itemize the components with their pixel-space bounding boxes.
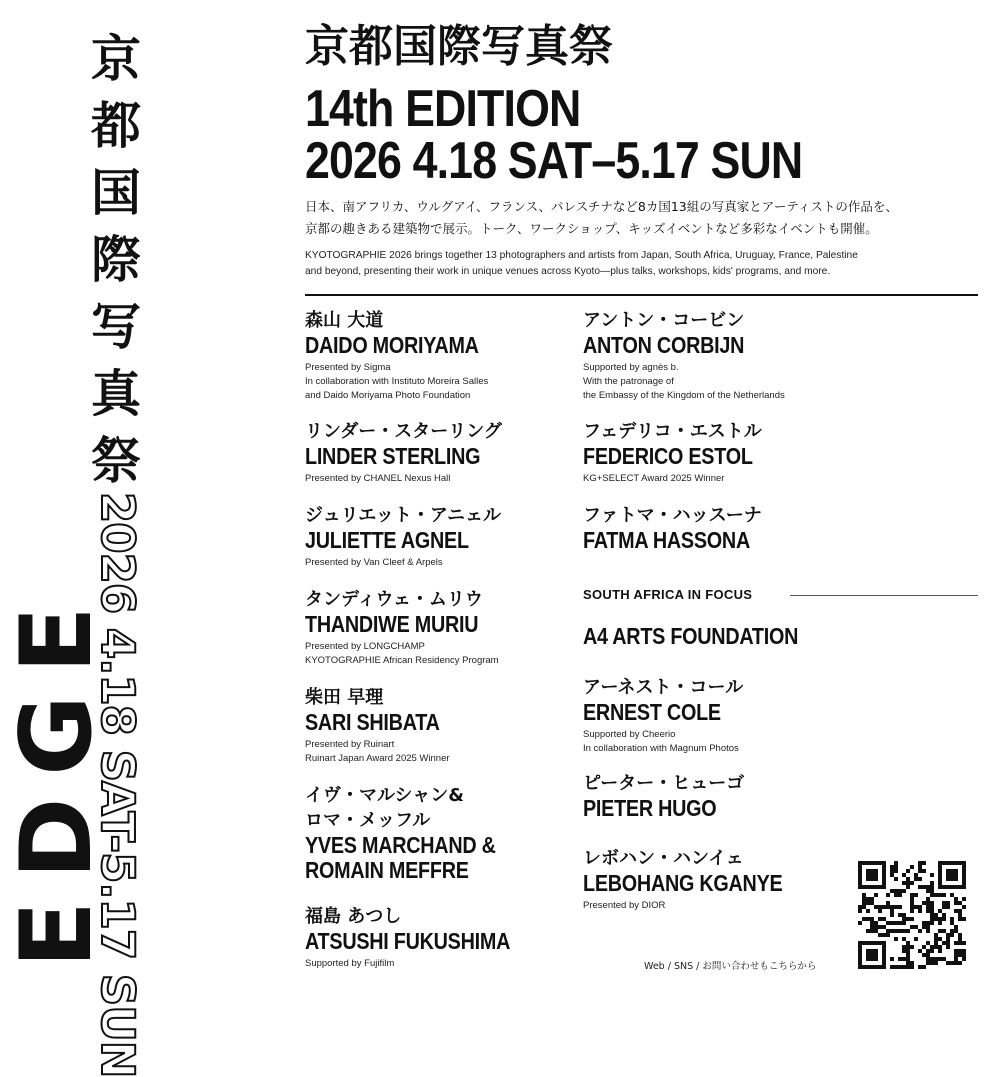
description-jp: 日本、南アフリカ、ウルグアイ、フランス、パレスチナなど8カ国13組の写真家とアーティストの作品を、 京都の趣きある建築物で展示。トーク、ワークショップ、キッズイベントなど多彩なイベントも開催。 (305, 199, 898, 236)
qr-module (942, 957, 946, 961)
qr-module (874, 893, 878, 897)
artist-name-en: ATSUSHI FUKUSHIMA (305, 928, 511, 954)
qr-module (934, 941, 938, 945)
qr-module (946, 937, 950, 941)
qr-module (898, 929, 902, 933)
qr-module (862, 897, 866, 901)
qr-module (890, 929, 894, 933)
qr-module (870, 901, 874, 905)
qr-module (862, 905, 866, 909)
qr-module (958, 901, 962, 905)
qr-module (938, 957, 942, 961)
qr-module (906, 885, 910, 889)
artist-name-en: SARI SHIBATA (305, 709, 440, 735)
qr-module (910, 905, 914, 909)
qr-module (894, 937, 898, 941)
qr-module (894, 965, 898, 969)
qr-module (862, 917, 866, 921)
qr-module (954, 925, 958, 929)
qr-module (930, 921, 934, 925)
qr-module (870, 921, 874, 925)
qr-module (882, 917, 886, 921)
qr-module (938, 945, 942, 949)
qr-module (922, 901, 926, 905)
qr-module (914, 905, 918, 909)
qr-module (890, 905, 894, 909)
qr-module (930, 893, 934, 897)
qr-module (930, 881, 934, 885)
qr-module (950, 917, 954, 921)
qr-module (946, 905, 950, 909)
qr-module (866, 929, 870, 933)
artist-entry (583, 503, 883, 556)
edge-word: EDGE (0, 584, 114, 968)
qr-module (890, 873, 894, 877)
qr-module (946, 901, 950, 905)
artist-credit: Supported by Fujifilm (305, 958, 395, 969)
qr-module (926, 925, 930, 929)
artist-name-jp: レボハン・ハンイェ (583, 848, 744, 869)
artist-credit: KG+SELECT Award 2025 Winner (583, 473, 725, 484)
qr-module (946, 961, 950, 965)
qr-module (926, 953, 930, 957)
qr-module (918, 905, 922, 909)
artist-name-en: LEBOHANG KGANYE (583, 870, 783, 896)
qr-module (962, 953, 966, 957)
qr-module (946, 941, 950, 945)
qr-module (918, 885, 922, 889)
qr-module (906, 869, 910, 873)
qr-module (894, 929, 898, 933)
qr-module (926, 905, 930, 909)
qr-module (890, 909, 894, 913)
qr-module (962, 957, 966, 961)
qr-module (886, 893, 890, 897)
artist-entry (583, 308, 883, 403)
qr-module (910, 925, 914, 929)
qr-module (910, 961, 914, 965)
qr-module (934, 957, 938, 961)
qr-module (958, 953, 962, 957)
artist-credit: Supported by Cheerio In collaboration with Magnum Photos (583, 729, 739, 754)
qr-module (914, 873, 918, 877)
qr-module (882, 925, 886, 929)
qr-module (934, 913, 938, 917)
qr-module (918, 869, 922, 873)
qr-module (942, 929, 946, 933)
qr-module (950, 961, 954, 965)
qr-module (922, 869, 926, 873)
qr-module (902, 937, 906, 941)
qr-module (870, 897, 874, 901)
qr-module (858, 909, 862, 913)
qr-module (954, 949, 958, 953)
section-rule (790, 595, 978, 596)
qr-module (898, 893, 902, 897)
qr-module (878, 933, 882, 937)
qr-module (942, 917, 946, 921)
artist-credit: Supported by agnès b. With the patronage of the Embassy of the Kingdom of the Netherlands (583, 362, 785, 401)
qr-module (862, 901, 866, 905)
qr-module (878, 905, 882, 909)
qr-module (910, 965, 914, 969)
qr-module (938, 917, 942, 921)
qr-module (926, 941, 930, 945)
artist-entry (305, 587, 605, 668)
qr-module (910, 893, 914, 897)
qr-module (930, 957, 934, 961)
qr-module (890, 869, 894, 873)
qr-module (958, 949, 962, 953)
qr-module (930, 889, 934, 893)
qr-finder-core (866, 949, 878, 961)
artist-credit: Presented by DIOR (583, 900, 666, 911)
qr-module (886, 921, 890, 925)
qr-module (898, 889, 902, 893)
qr-module (926, 897, 930, 901)
qr-module (886, 929, 890, 933)
qr-module (922, 965, 926, 969)
qr-module (938, 929, 942, 933)
artist-entry (583, 846, 883, 913)
qr-module (890, 889, 894, 893)
qr-module (890, 965, 894, 969)
qr-module (898, 913, 902, 917)
description-en: KYOTOGRAPHIE 2026 brings together 13 photographers and artists from Japan, South Africa, Uruguay, France, Palestine and beyond, presenting their work in unique venues across Kyoto—plus talks, workshops, kids' programs, and more. (305, 250, 858, 277)
qr-module (930, 945, 934, 949)
qr-module (930, 961, 934, 965)
qr-module (958, 961, 962, 965)
qr-module (946, 933, 950, 937)
qr-module (910, 897, 914, 901)
qr-module (934, 933, 938, 937)
qr-module (958, 909, 962, 913)
artist-name-jp: アントン・コービン (583, 310, 745, 331)
artist-name-jp: リンダー・スターリング (305, 421, 502, 442)
qr-module (918, 949, 922, 953)
qr-module (906, 881, 910, 885)
festival-title-jp: 京都国際写真祭 (305, 21, 613, 72)
qr-module (866, 909, 870, 913)
qr-code-graphic (858, 861, 966, 969)
qr-module (954, 897, 958, 901)
artist-entry (583, 624, 883, 649)
qr-module (922, 861, 926, 865)
qr-module (882, 933, 886, 937)
south-africa-heading: SOUTH AFRICA IN FOCUS (583, 587, 753, 602)
artist-name-en: FATMA HASSONA (583, 527, 750, 553)
qr-module (910, 945, 914, 949)
qr-module (934, 893, 938, 897)
qr-module (866, 917, 870, 921)
qr-module (950, 929, 954, 933)
edition-heading: 14th EDITION (305, 80, 581, 138)
qr-caption: Web / SNS / お問い合わせもこちらから (644, 961, 817, 972)
qr-module (910, 901, 914, 905)
qr-module (938, 949, 942, 953)
qr-module (958, 933, 962, 937)
qr-module (878, 917, 882, 921)
qr-module (942, 941, 946, 945)
qr-module (894, 865, 898, 869)
qr-module (926, 961, 930, 965)
qr-module (906, 945, 910, 949)
qr-module (906, 949, 910, 953)
artist-name-jp: ジュリエット・アニェル (305, 505, 502, 526)
qr-module (902, 913, 906, 917)
qr-module (910, 865, 914, 869)
qr-module (918, 909, 922, 913)
qr-module (906, 957, 910, 961)
qr-module (926, 921, 930, 925)
qr-module (962, 917, 966, 921)
qr-module (930, 905, 934, 909)
qr-module (918, 865, 922, 869)
qr-module (874, 921, 878, 925)
qr-module (930, 917, 934, 921)
qr-module (918, 877, 922, 881)
qr-module (906, 941, 910, 945)
vertical-dates: 2026 4.18 SAT-5.17 SUN (91, 492, 144, 1077)
qr-module (926, 889, 930, 893)
qr-module (954, 901, 958, 905)
qr-module (902, 921, 906, 925)
qr-module (918, 861, 922, 865)
qr-module (954, 929, 958, 933)
qr-module (882, 905, 886, 909)
artist-name-en: THANDIWE MURIU (305, 611, 479, 637)
qr-module (930, 909, 934, 913)
qr-module (914, 937, 918, 941)
qr-module (886, 933, 890, 937)
qr-module (886, 901, 890, 905)
artist-credit: Presented by CHANEL Nexus Hall (305, 473, 451, 484)
qr-module (898, 957, 902, 961)
artist-entry (305, 503, 605, 570)
qr-module (870, 929, 874, 933)
artist-name-en: PIETER HUGO (583, 795, 717, 821)
qr-module (906, 965, 910, 969)
artist-credit: Presented by Ruinart Ruinart Japan Award 2025 Winner (305, 739, 450, 764)
qr-module (902, 881, 906, 885)
qr-module (926, 949, 930, 953)
qr-module (902, 957, 906, 961)
artist-entry (305, 308, 605, 403)
qr-module (922, 953, 926, 957)
qr-module (922, 921, 926, 925)
qr-module (906, 961, 910, 965)
artist-name-jp: 柴田 早理 (305, 687, 384, 708)
qr-code-icon[interactable] (858, 861, 966, 969)
qr-module (938, 893, 942, 897)
qr-module (914, 925, 918, 929)
qr-module (898, 965, 902, 969)
qr-module (890, 865, 894, 869)
artist-name-en: ERNEST COLE (583, 699, 721, 725)
artist-name-en: A4 ARTS FOUNDATION (583, 623, 799, 649)
qr-module (962, 897, 966, 901)
festival-dates: 2026 4.18 SAT–5.17 SUN (305, 132, 803, 190)
qr-module (890, 921, 894, 925)
header-divider (305, 294, 978, 296)
qr-module (954, 957, 958, 961)
artist-credit: Presented by LONGCHAMP KYOTOGRAPHIE African Residency Program (305, 641, 499, 666)
qr-module (950, 933, 954, 937)
qr-module (862, 893, 866, 897)
artist-name-en: YVES MARCHAND & ROMAIN MEFFRE (305, 832, 496, 883)
qr-module (906, 929, 910, 933)
artist-name-jp: アーネスト・コール (583, 677, 744, 698)
artist-entry (583, 419, 883, 486)
qr-module (906, 953, 910, 957)
artist-name-jp: 森山 大道 (305, 310, 384, 331)
qr-module (898, 921, 902, 925)
qr-module (890, 913, 894, 917)
qr-module (858, 905, 862, 909)
qr-module (906, 917, 910, 921)
qr-module (934, 961, 938, 965)
qr-module (958, 913, 962, 917)
qr-module (894, 921, 898, 925)
qr-module (930, 949, 934, 953)
qr-module (902, 889, 906, 893)
qr-module (926, 929, 930, 933)
qr-module (914, 893, 918, 897)
qr-module (886, 905, 890, 909)
qr-module (902, 949, 906, 953)
qr-module (918, 929, 922, 933)
qr-module (874, 929, 878, 933)
qr-module (902, 965, 906, 969)
artist-name-en: ANTON CORBIJN (583, 332, 745, 358)
qr-module (926, 957, 930, 961)
artist-name-jp: ファトマ・ハッスーナ (583, 505, 762, 526)
qr-module (894, 893, 898, 897)
qr-module (890, 957, 894, 961)
qr-module (950, 893, 954, 897)
artist-name-jp: フェデリコ・エストル (583, 421, 762, 442)
qr-module (942, 901, 946, 905)
qr-module (922, 945, 926, 949)
vertical-title-jp: 京 都 国 際 写 真 祭 (91, 30, 141, 490)
qr-module (954, 909, 958, 913)
qr-module (962, 949, 966, 953)
artist-name-en: JULIETTE AGNEL (305, 527, 469, 553)
qr-module (942, 913, 946, 917)
qr-module (874, 925, 878, 929)
qr-module (894, 877, 898, 881)
artist-entry (583, 771, 883, 821)
qr-module (922, 885, 926, 889)
artist-name-en: FEDERICO ESTOL (583, 443, 753, 469)
qr-module (870, 925, 874, 929)
qr-module (930, 901, 934, 905)
qr-module (894, 905, 898, 909)
qr-module (910, 881, 914, 885)
qr-module (954, 953, 958, 957)
qr-module (894, 869, 898, 873)
qr-module (922, 925, 926, 929)
qr-finder-core (946, 869, 958, 881)
qr-module (934, 945, 938, 949)
qr-module (878, 925, 882, 929)
artist-entry (305, 685, 605, 766)
qr-module (950, 921, 954, 925)
artist-credit: Presented by Sigma In collaboration with Instituto Moreira Salles and Daido Moriyama Photo Foundation (305, 362, 489, 401)
qr-module (910, 909, 914, 913)
qr-module (898, 905, 902, 909)
artist-entry (305, 783, 605, 886)
qr-module (926, 909, 930, 913)
qr-module (942, 905, 946, 909)
qr-module (962, 941, 966, 945)
qr-module (858, 921, 862, 925)
qr-module (870, 917, 874, 921)
qr-module (910, 917, 914, 921)
qr-module (938, 909, 942, 913)
qr-module (894, 889, 898, 893)
qr-module (902, 945, 906, 949)
qr-module (954, 961, 958, 965)
qr-module (914, 877, 918, 881)
qr-module (958, 941, 962, 945)
qr-module (946, 945, 950, 949)
artist-entry (305, 904, 605, 971)
qr-module (930, 913, 934, 917)
qr-module (866, 901, 870, 905)
qr-module (958, 917, 962, 921)
artist-entry (305, 419, 605, 486)
qr-module (902, 873, 906, 877)
qr-finder-core (866, 869, 878, 881)
artist-credit: Presented by Van Cleef & Arpels (305, 557, 443, 568)
artist-name-jp: 福島 あつし (305, 906, 402, 927)
qr-module (930, 873, 934, 877)
artist-name-jp: イヴ・マルシャン& ロマ・メッフル (305, 785, 464, 831)
artist-name-en: DAIDO MORIYAMA (305, 332, 479, 358)
qr-module (938, 937, 942, 941)
qr-module (926, 901, 930, 905)
qr-module (958, 937, 962, 941)
qr-module (874, 905, 878, 909)
qr-module (942, 893, 946, 897)
artist-name-jp: ピーター・ヒューゴ (583, 773, 745, 794)
qr-module (878, 909, 882, 913)
qr-module (906, 877, 910, 881)
qr-module (934, 937, 938, 941)
qr-module (954, 941, 958, 945)
qr-module (894, 861, 898, 865)
artist-entry (583, 675, 883, 756)
qr-module (962, 905, 966, 909)
artist-name-jp: タンディウェ・ムリウ (305, 589, 483, 610)
qr-module (938, 921, 942, 925)
qr-module (902, 929, 906, 933)
qr-module (930, 885, 934, 889)
qr-module (926, 885, 930, 889)
qr-module (902, 917, 906, 921)
qr-module (866, 897, 870, 901)
qr-module (934, 917, 938, 921)
qr-module (918, 965, 922, 969)
artist-name-en: LINDER STERLING (305, 443, 481, 469)
